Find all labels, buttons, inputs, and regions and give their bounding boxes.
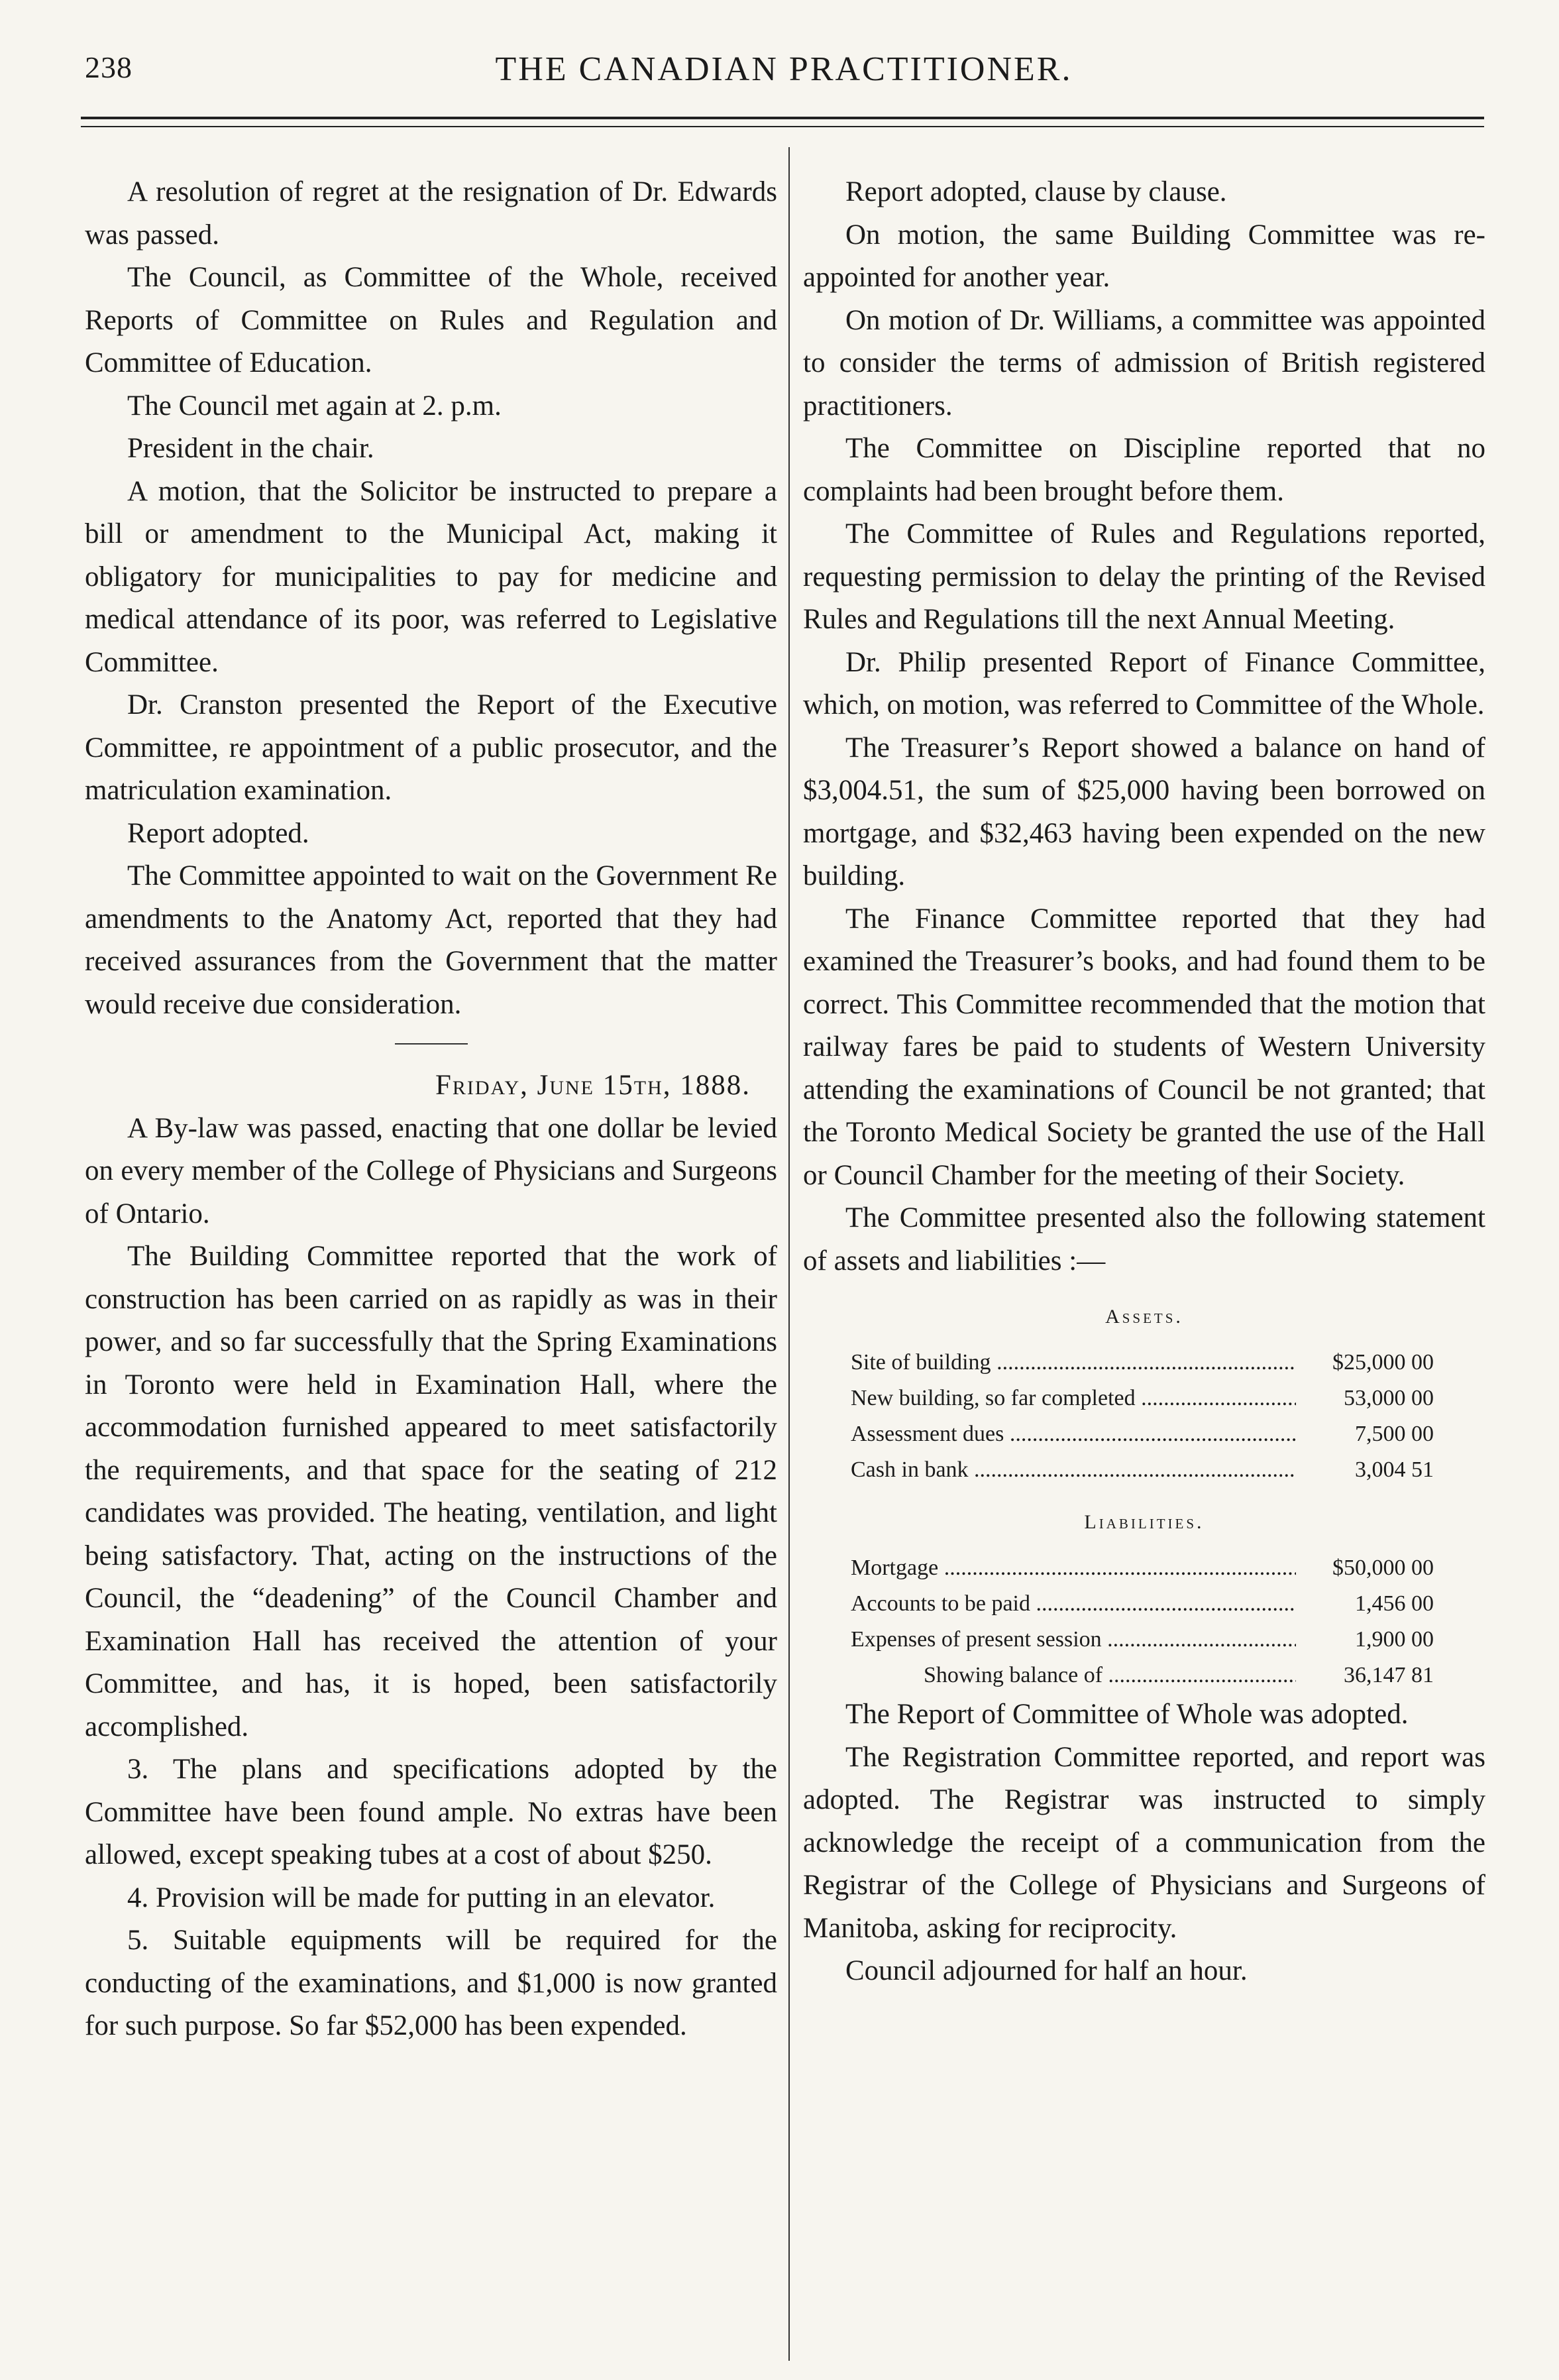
paragraph: A motion, that the Solicitor be instructed to prepare a bill or amendment to the Municipal Act, making it obligatory for municipalities to pay for medicine and medical attendance of its poor, was referred to Legislative Committee. <box>85 475 777 678</box>
column-divider <box>788 147 790 2361</box>
paragraph: The Council met again at 2. p.m. <box>127 390 502 422</box>
row-amount: $50,000 00 <box>1332 1556 1434 1580</box>
paragraph: The Finance Committee reported that they had examined the Treasurer’s books, and had found them to be correct. This Committee recommended that the motion that railway fares be paid to students of Western University attending the examinations of Council be not granted; that the Toronto Medical Society be granted the use of the Hall or Council Chamber for the meeting of their Society. <box>803 903 1485 1191</box>
row-label: Expenses of present session ..... <box>851 1622 1296 1658</box>
row-label: Cash in bank ..... <box>851 1452 1296 1488</box>
paragraph: The Registration Committee reported, and report was adopted. The Registrar was instructed to simply acknowledge the receipt of a communication from the Registrar of the College of Physicians and Surgeons of Manitoba, asking for reciprocity. <box>803 1741 1485 1944</box>
assets-heading: Assets. <box>1105 1306 1183 1328</box>
table-row <box>851 1622 1434 1658</box>
paragraph: The Committee appointed to wait on the Government Re amendments to the Anatomy Act, reported that they had received assurances from the Government that the matter would receive due consideration. <box>85 860 777 1020</box>
paragraph: The Treasurer’s Report showed a balance on hand of $3,004.51, the sum of $25,000 having been borrowed on mortgage, and $32,463 having been expended on the new building. <box>803 732 1485 891</box>
paragraph: Report adopted. <box>127 817 309 849</box>
section-divider <box>395 1043 468 1045</box>
page-number: 238 <box>85 50 133 84</box>
running-title: THE CANADIAN PRACTITIONER. <box>495 50 1073 88</box>
paragraph: The Report of Committee of Whole was adopted. <box>845 1699 1409 1730</box>
row-label: Mortgage ..... <box>851 1550 1296 1586</box>
paragraph: Report adopted, clause by clause. <box>845 176 1227 207</box>
row-label: Showing balance of ..... <box>851 1658 1296 1693</box>
left-column <box>85 171 777 2048</box>
table-row <box>851 1658 1434 1693</box>
table-row <box>851 1550 1434 1586</box>
paragraph: 5. Suitable equipments will be required for the conducting of the examinations, and $1,000 is now granted for such purpose. So far $52,000 has been expended. <box>85 1925 777 2041</box>
paragraph: The Building Committee reported that the work of construction has been carried on as rapidly as was in their power, and so far successfully that the Spring Examinations in Toronto were held in Examination Hall, where the accommodation furnished appeared to meet satisfactorily the requirements, and that space for the seating of 212 candidates was provided. The heating, ventilation, and light being satisfactory. That, acting on the instructions of the Council, the “deadening” of the Council Chamber and Examination Hall has received the attention of your Committee, and has, it is hoped, been satisfactorily accomplished. <box>85 1241 777 1742</box>
paragraph: The Committee presented also the following statement of assets and liabilities :— <box>803 1202 1485 1276</box>
row-amount: 1,900 00 <box>1355 1627 1434 1652</box>
paragraph: A resolution of regret at the resignation of Dr. Edwards was passed. <box>85 176 777 251</box>
paragraph: President in the chair. <box>127 433 374 464</box>
row-amount: 3,004 51 <box>1355 1457 1434 1482</box>
table-row <box>851 1345 1434 1381</box>
row-amount: 1,456 00 <box>1355 1591 1434 1616</box>
table-row <box>851 1416 1434 1452</box>
header-rule-thin <box>81 126 1484 127</box>
paragraph: 3. The plans and specifications adopted by the Committee have been found ample. No extras have been allowed, except speaking tubes at a cost of about $250. <box>85 1754 777 1870</box>
paragraph: Dr. Philip presented Report of Finance Committee, which, on motion, was referred to Committee of the Whole. <box>803 646 1485 720</box>
paragraph: The Committee of Rules and Regulations reported, requesting permission to delay the printing of the Revised Rules and Regulations till the next Annual Meeting. <box>803 518 1485 635</box>
paragraph: Council adjourned for half an hour. <box>845 1955 1248 1986</box>
dateline: Friday, June 15th, 1888. <box>435 1070 751 1101</box>
row-amount: 7,500 00 <box>1355 1422 1434 1446</box>
table-row <box>851 1586 1434 1622</box>
table-row <box>851 1381 1434 1416</box>
paragraph: The Council, as Committee of the Whole, received Reports of Committee on Rules and Regulation and Committee of Education. <box>85 262 777 378</box>
liabilities-heading: Liabilities. <box>1084 1511 1205 1533</box>
page-header <box>85 50 1483 103</box>
liabilities-table <box>851 1550 1434 1693</box>
paragraph: On motion, the same Building Committee was re-appointed for another year. <box>803 219 1485 293</box>
row-label: New building, so far completed ..... <box>851 1381 1296 1416</box>
paragraph: Dr. Cranston presented the Report of the Executive Committee, re appointment of a public prosecutor, and the matriculation examination. <box>85 689 777 806</box>
row-label: Assessment dues ..... <box>851 1416 1296 1452</box>
row-amount: 36,147 81 <box>1344 1663 1434 1687</box>
header-rule-thick <box>81 117 1484 119</box>
row-amount: $25,000 00 <box>1332 1350 1434 1375</box>
paragraph: The Committee on Discipline reported that no complaints had been brought before them. <box>803 433 1485 507</box>
paragraph: 4. Provision will be made for putting in an elevator. <box>127 1882 716 1913</box>
table-row <box>851 1452 1434 1488</box>
right-column <box>803 171 1485 1993</box>
row-amount: 53,000 00 <box>1344 1386 1434 1410</box>
paragraph: A By-law was passed, enacting that one dollar be levied on every member of the College of Physicians and Surgeons of Ontario. <box>85 1112 777 1229</box>
assets-table <box>851 1345 1434 1488</box>
row-label: Site of building ..... <box>851 1345 1296 1381</box>
paragraph: On motion of Dr. Williams, a committee was appointed to consider the terms of admission of British registered practitioners. <box>803 304 1485 422</box>
row-label: Accounts to be paid ..... <box>851 1586 1296 1622</box>
